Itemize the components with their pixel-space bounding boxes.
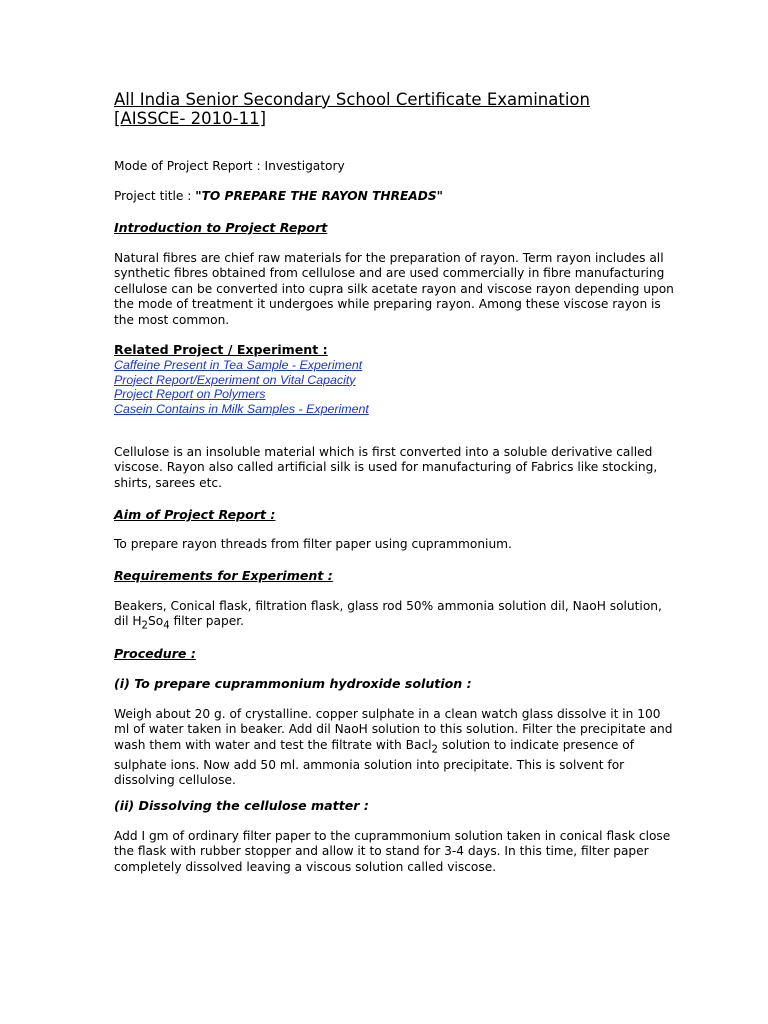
requirements-text-3: filter paper. — [169, 614, 244, 629]
title-line-1: All India Senior Secondary School Certificate Examination — [114, 90, 590, 109]
page-title — [114, 90, 674, 128]
step2-paragraph: Add I gm of ordinary filter paper to the cuprammonium solution taken in conical flask close the flask with rubber stopper and allow it to stand for 3-4 days. In this time, filter paper completely dissolved leaving a viscous solution called viscose. — [114, 829, 671, 874]
requirements-text-1: Beakers, Conical flask, filtration flask, glass rod 50% ammonia solution dil, NaoH solution, dil H — [114, 599, 662, 629]
project-title-line — [114, 189, 674, 204]
step1-text-2: solution to indicate presence of sulphate ions. Now add 50 ml. ammonia solution into precipitate. This is solvent for dissolving cellulose. — [114, 737, 635, 788]
aim-heading: Aim of Project Report : — [114, 507, 276, 522]
procedure-heading: Procedure : — [114, 646, 196, 661]
mode-value: Investigatory — [264, 159, 345, 173]
project-title-value: "TO PREPARE THE RAYON THREADS" — [195, 189, 443, 203]
step1-heading: (i) To prepare cuprammonium hydroxide solution : — [114, 676, 472, 691]
mode-line — [114, 159, 674, 174]
aim-paragraph: To prepare rayon threads from filter paper using cuprammonium. — [114, 537, 512, 551]
related-link-casein[interactable]: Casein Contains in Milk Samples - Experiment — [114, 401, 369, 416]
requirements-subscript-1: 2 — [141, 620, 149, 632]
related-heading: Related Project / Experiment : — [114, 342, 328, 357]
intro-paragraph: Natural fibres are chief raw materials for the preparation of rayon. Term rayon includes all synthetic fibres obtained from cellulose and are used commercially in fibre manufacturing cellulose can be converted into cupra silk acetate rayon and viscose rayon depending upon the mode of treatment it undergoes while preparing rayon. Among these viscose rayon is the most common. — [114, 251, 674, 327]
related-link-caffeine[interactable]: Caffeine Present in Tea Sample - Experiment — [114, 358, 363, 372]
cellulose-paragraph: Cellulose is an insoluble material which is first converted into a soluble derivative called viscose. Rayon also called artificial silk is used for manufacturing of Fabrics like stocking, shirts, sarees etc. — [114, 445, 658, 490]
step1-paragraph — [114, 707, 674, 788]
requirements-paragraph — [114, 599, 674, 634]
step1-text-1: Weigh about 20 g. of crystalline. copper sulphate in a clean watch glass dissolve it in 100 ml of water taken in beaker. Add dil NaoH solution to this solution. Filter the precipitate and wash them with water and test the filtrate with Bacl — [114, 707, 673, 752]
mode-label: Mode of Project Report : — [114, 159, 265, 173]
project-title-label: Project title : — [114, 189, 196, 203]
requirements-subscript-2: 4 — [163, 620, 170, 632]
related-links-list — [114, 358, 674, 416]
related-link-polymers[interactable]: Project Report on Polymers — [114, 387, 266, 401]
requirements-heading: Requirements for Experiment : — [114, 568, 333, 583]
intro-heading: Introduction to Project Report — [114, 220, 328, 235]
title-line-2: [AISSCE- 2010-11] — [114, 109, 267, 128]
related-link-vital-capacity[interactable]: Project Report/Experiment on Vital Capacity — [114, 372, 356, 387]
step2-heading: (ii) Dissolving the cellulose matter : — [114, 798, 369, 813]
step1-subscript: 2 — [431, 744, 439, 756]
requirements-text-2: So — [148, 614, 164, 629]
